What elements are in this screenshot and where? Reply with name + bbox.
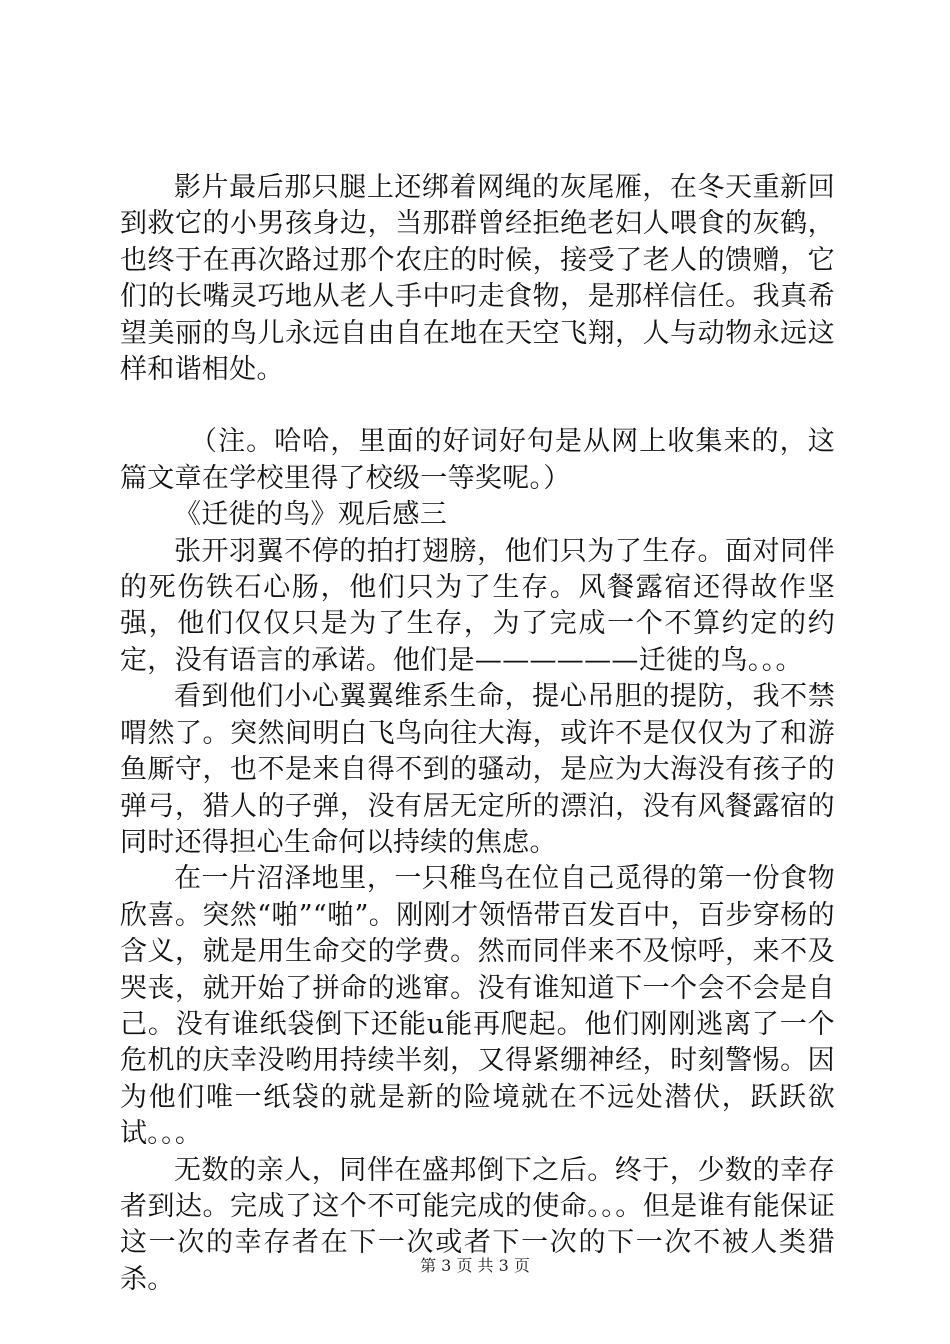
paragraph-ending: 影片最后那只腿上还绑着网绳的灰尾雁，在冬天重新回到救它的小男孩身边，当那群曾经拒绝老妇人喂食的灰鹤，也终于在再次路过那个农庄的时候，接受了老人的馈赠，它们的长嘴灵巧地从老人手中叼走食物，是那样信任。我真希望美丽的鸟儿永远自由自在地在天空飞翔，人与动物永远这样和谐相处。 (120, 172, 835, 386)
paragraph-swamp: 在一片沼泽地里，一只稚鸟在位自己觅得的第一份食物欣喜。突然“啪”“啪”。刚刚才领悟带百发百中，百步穿杨的含义，就是用生命交的学费。然而同伴来不及惊呼，来不及哭丧，就开始了拼命的逃窜。没有谁知道下一个会不会是自己。没有谁纸袋倒下还能u能再爬起。他们刚刚逃离了一个危机的庆幸没哟用持续半刻，又得紧绷神经，时刻警惕。因为他们唯一纸袋的就是新的险境就在不远处潜伏，跃跃欲试。。。 (120, 863, 835, 1150)
paragraph-spacer (120, 388, 835, 424)
paragraph-intro: 张开羽翼不停的拍打翅膀，他们只为了生存。面对同伴的死伤铁石心肠，他们只为了生存。风餐露宿还得故作坚强，他们仅仅只是为了生存，为了完成一个不算约定的约定，没有语言的承诺。他们是——————迁徙的鸟。。。 (120, 535, 835, 676)
document-body (120, 170, 835, 1298)
paragraph-note: （注。哈哈，里面的好词好句是从网上收集来的，这篇文章在学校里得了校级一等奖呢。） (120, 426, 835, 494)
paragraph-sea: 看到他们小心翼翼维系生命，提心吊胆的提防，我不禁喟然了。突然间明白飞鸟向往大海，或许不是仅仅为了和游鱼厮守，也不是来自得不到的骚动，是应为大海没有孩子的弹弓，猎人的子弹，没有居无定所的漂泊，没有风餐露宿的同时还得担心生命何以持续的焦虑。 (120, 681, 835, 858)
section-title: 《迁徙的鸟》观后感三 (174, 499, 447, 531)
page-number-footer: 第 3 页 共 3 页 (420, 1256, 530, 1275)
paragraph-survivors: 无数的亲人，同伴在盛邦倒下之后。终于，少数的幸存者到达。完成了这个不可能完成的使命。。。但是谁有能保证这一次的幸存者在下一次或者下一次的下一次不被人类猎杀。 (120, 1154, 835, 1295)
